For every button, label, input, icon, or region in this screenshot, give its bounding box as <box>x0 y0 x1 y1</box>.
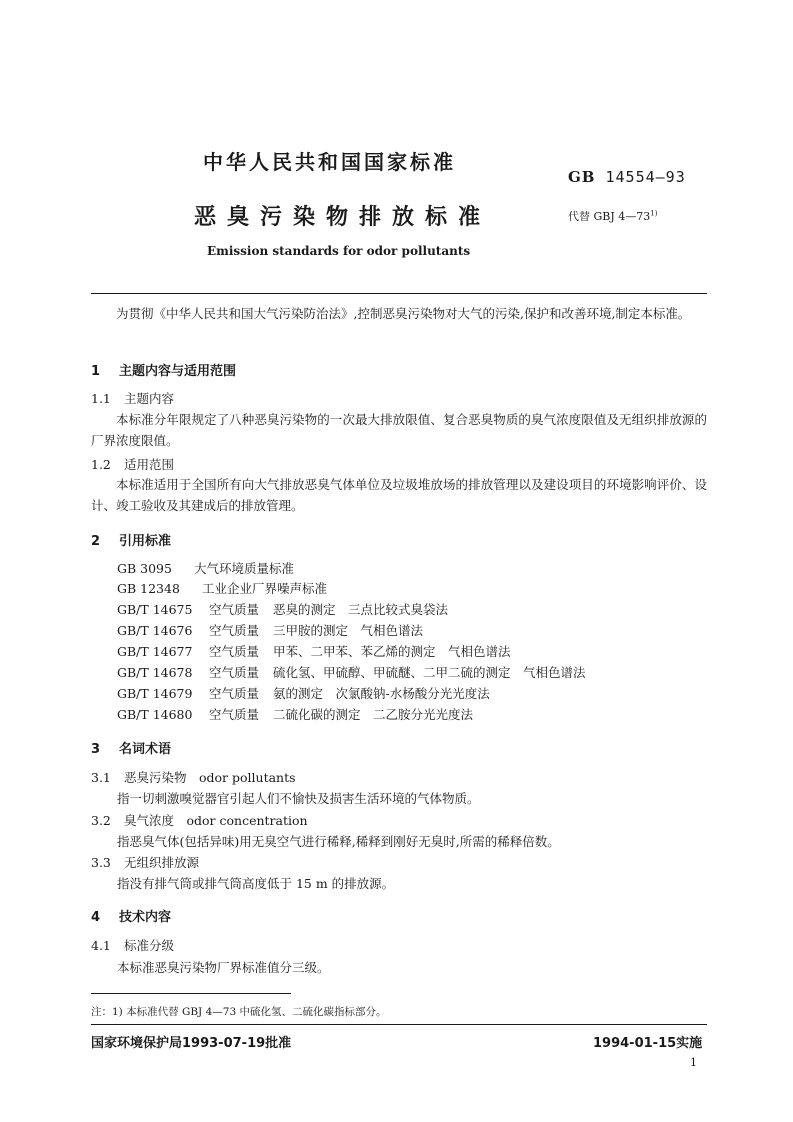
document-title: 恶臭污染物排放标准 <box>194 205 492 230</box>
section-3-3-heading <box>91 853 199 871</box>
subsection-title: 主题内容 <box>124 391 175 406</box>
reference-category: 空气质量 <box>209 686 260 701</box>
reference-code: GB/T 14677 <box>117 644 193 659</box>
reference-code: GB/T 14678 <box>117 665 193 680</box>
reference-title: 工业企业厂界噪声标准 <box>202 581 328 596</box>
replaces-note <box>568 208 657 224</box>
reference-category: 空气质量 <box>209 644 260 659</box>
reference-category: 空气质量 <box>209 623 260 638</box>
section-1-2-heading <box>91 455 174 473</box>
reference-code: GB/T 14675 <box>117 602 193 617</box>
reference-code: GB/T 14676 <box>117 623 193 638</box>
reference-description: 甲苯、二甲苯、苯乙烯的测定 气相色谱法 <box>273 644 511 659</box>
reference-code: GB/T 14679 <box>117 686 193 701</box>
section-title: 名词术语 <box>119 742 172 757</box>
reference-code: GB 12348 <box>117 581 180 596</box>
standard-number <box>568 168 686 186</box>
replaces-text: 代替 GBJ 4—73 <box>568 210 651 223</box>
section-number: 3 <box>91 742 101 757</box>
section-number: 4 <box>91 910 101 925</box>
reference-description: 硫化氢、甲硫醇、甲硫醚、二甲二硫的测定 气相色谱法 <box>273 665 586 680</box>
subsection-number: 1.1 <box>91 391 111 406</box>
english-title: Emission standards for odor pollutants <box>207 244 471 258</box>
reference-item <box>117 684 490 702</box>
subsection-number: 3.2 <box>91 813 111 828</box>
subsection-title: 适用范围 <box>124 457 175 472</box>
standard-prefix: GB <box>568 168 596 186</box>
issued-by: 国家环境保护局1993-07-19批准 <box>91 1036 292 1051</box>
section-title: 主题内容与适用范围 <box>119 364 237 379</box>
reference-item <box>117 642 511 660</box>
reference-item <box>117 621 423 639</box>
replaces-footnote-mark: 1) <box>650 209 658 218</box>
subsection-number: 1.2 <box>91 457 111 472</box>
subsection-number: 4.1 <box>91 938 111 953</box>
subsection-number: 3.1 <box>91 770 111 785</box>
subsection-title: 恶臭污染物 odor pollutants <box>124 770 296 785</box>
section-title: 技术内容 <box>119 910 172 925</box>
section-4-heading <box>91 906 171 925</box>
footer-rule <box>91 1024 707 1025</box>
section-3-1-text: 指一切刺激嗅觉器官引起人们不愉快及损害生活环境的气体物质。 <box>117 791 480 806</box>
reference-item <box>117 663 586 681</box>
reference-item <box>117 559 294 577</box>
reference-description: 三甲胺的测定 气相色谱法 <box>273 623 424 638</box>
section-4-1-heading <box>91 936 174 954</box>
section-3-2-text: 指恶臭气体(包括异味)用无臭空气进行稀释,稀释到刚好无臭时,所需的稀释倍数。 <box>117 834 560 849</box>
section-3-2-heading <box>91 811 308 829</box>
section-1-1-heading <box>91 389 174 407</box>
footnote: 注：1) 本标准代替 GBJ 4—73 中硫化氢、二硫化碳指标部分。 <box>91 1006 387 1018</box>
standard-code: 14554—93 <box>605 168 686 186</box>
section-number: 1 <box>91 364 101 379</box>
reference-category: 空气质量 <box>209 602 260 617</box>
footnote-rule <box>91 993 291 994</box>
section-3-1-heading <box>91 768 296 786</box>
reference-title: 大气环境质量标准 <box>194 561 295 576</box>
reference-description: 二硫化碳的测定 二乙胺分光光度法 <box>273 707 474 722</box>
section-1-heading <box>91 360 236 379</box>
reference-description: 氨的测定 次氯酸钠-水杨酸分光光度法 <box>273 686 490 701</box>
section-1-1-text: 本标准分年限规定了八种恶臭污染物的一次最大排放限值、复合恶臭物质的臭气浓度限值及无组织排放源的厂界浓度限值。 <box>91 412 707 448</box>
subsection-number: 3.3 <box>91 855 111 870</box>
reference-category: 空气质量 <box>209 665 260 680</box>
reference-item <box>117 705 473 723</box>
subsection-title: 标准分级 <box>124 938 175 953</box>
reference-category: 空气质量 <box>209 707 260 722</box>
intro-paragraph: 为贯彻《中华人民共和国大气污染防治法》,控制恶臭污染物对大气的污染,保护和改善环境,制定本标准。 <box>116 306 691 321</box>
reference-code: GB/T 14680 <box>117 707 193 722</box>
section-number: 2 <box>91 534 101 549</box>
reference-item <box>117 579 327 597</box>
effective-date: 1994-01-15实施 <box>593 1036 703 1051</box>
subsection-title: 臭气浓度 odor concentration <box>124 813 308 828</box>
section-1-2-text: 本标准适用于全国所有向大气排放恶臭气体单位及垃圾堆放场的排放管理以及建设项目的环境影响评价、设计、竣工验收及其建成后的排放管理。 <box>91 477 707 513</box>
section-3-3-text: 指没有排气筒或排气筒高度低于 15 m 的排放源。 <box>117 876 395 891</box>
section-title: 引用标准 <box>119 534 172 549</box>
header-rule <box>91 293 707 294</box>
reference-description: 恶臭的测定 三点比较式臭袋法 <box>273 602 449 617</box>
page-number: 1 <box>690 1056 697 1069</box>
section-2-heading <box>91 530 171 549</box>
section-3-heading <box>91 738 171 757</box>
section-4-1-text: 本标准恶臭污染物厂界标准值分三级。 <box>117 960 330 975</box>
subsection-title: 无组织排放源 <box>124 855 200 870</box>
reference-item <box>117 600 448 618</box>
reference-code: GB 3095 <box>117 561 172 576</box>
national-standard-heading: 中华人民共和国国家标准 <box>203 150 456 174</box>
